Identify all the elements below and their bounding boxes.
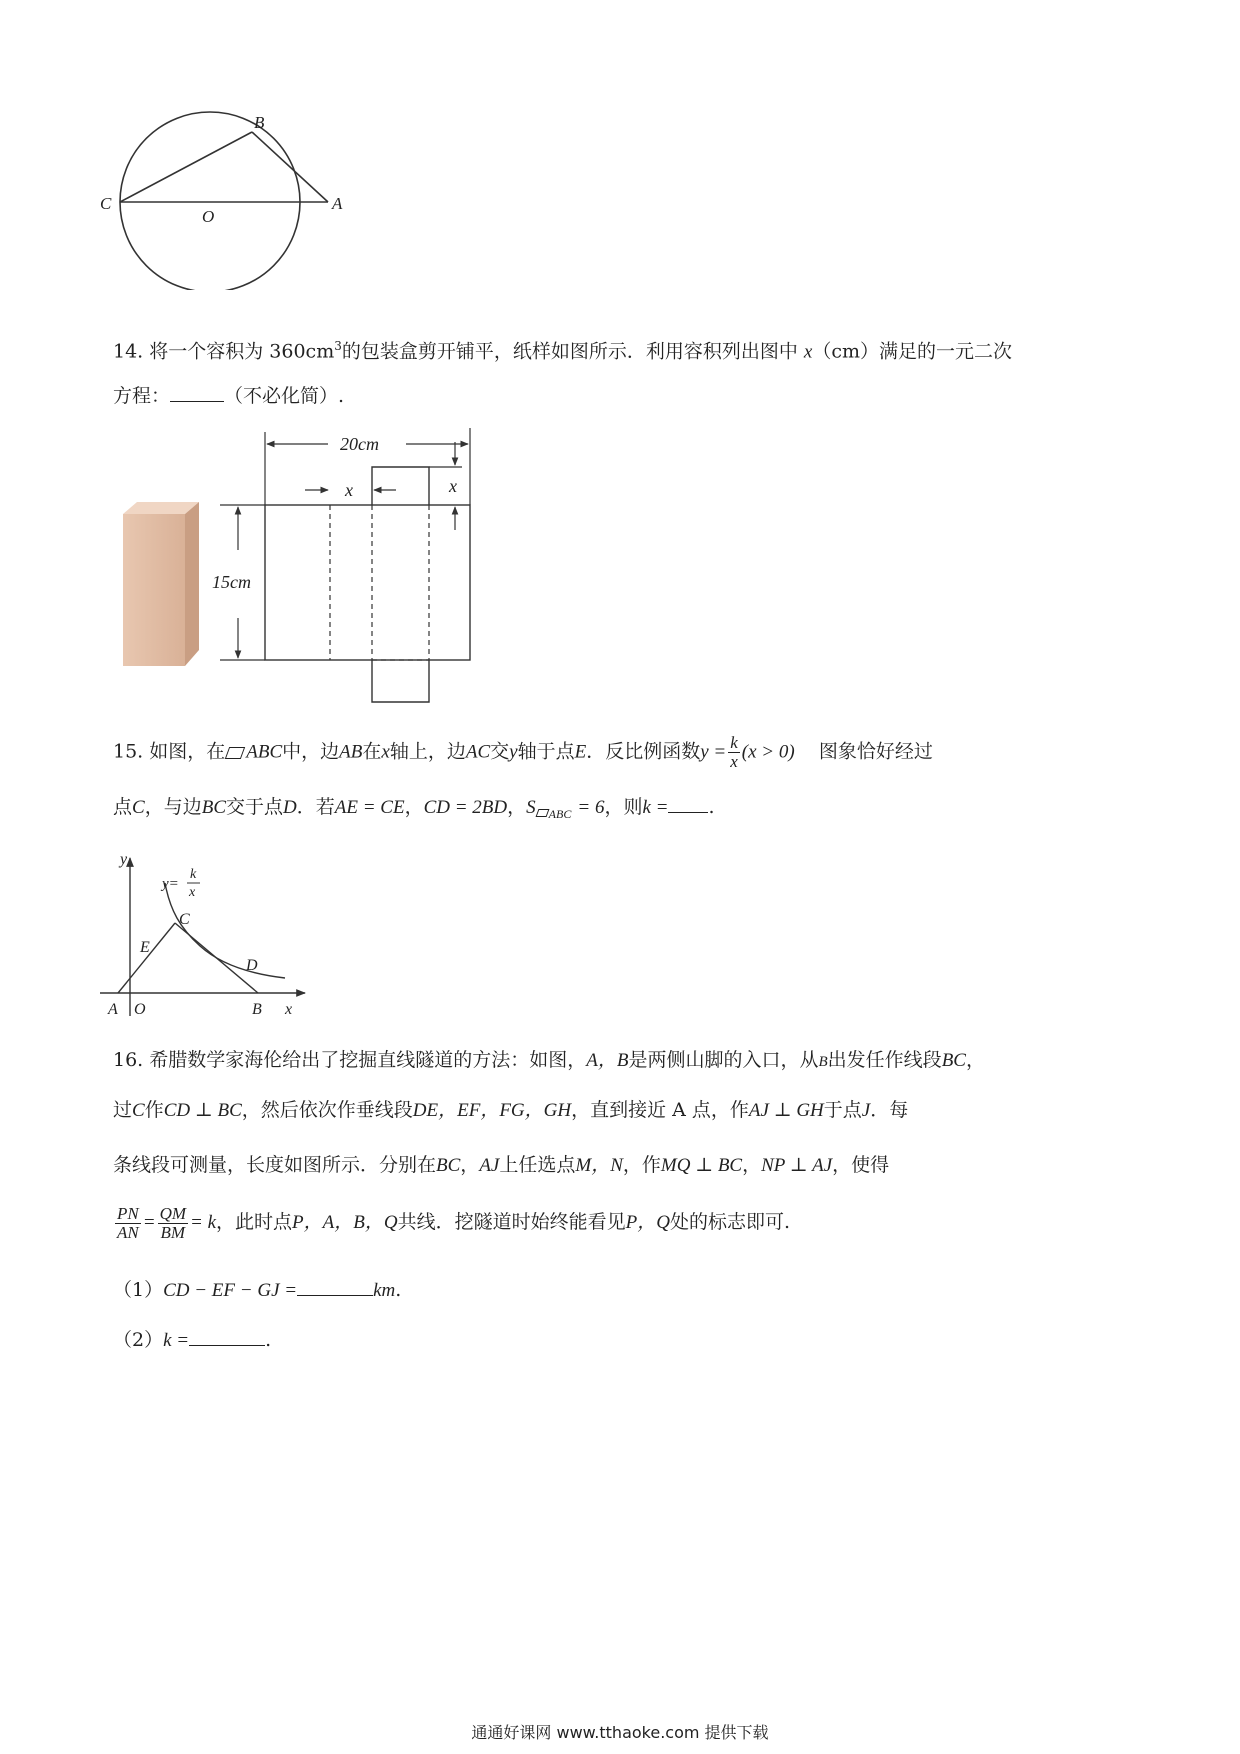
q16-j: J [861,1100,871,1121]
q15-t15: ，则 [604,796,643,818]
q15-t13: ， [404,796,424,818]
fig15-d: D [246,957,258,974]
q15-t3: 在 [362,740,382,763]
q16-t19: 处的标志即可. [669,1211,790,1233]
q14-var-x: x [803,341,813,363]
q16-t1: 16. 希腊数学家海伦给出了挖掘直线隧道的方法：如图， [113,1049,587,1071]
segment-cb [120,132,252,202]
q16-t15: ， [742,1154,762,1176]
fig15-c: C [179,911,190,928]
q16-sub2-num: （2） [113,1329,164,1351]
fig15-func-x: x [189,885,196,900]
figure-circle-tangent [100,110,360,290]
q16-b: B [818,1054,828,1070]
q15-d: D [283,797,297,818]
q15-t8: 图象恰好经过 [818,740,933,763]
fig15-o: O [134,1001,146,1018]
q14-answer-blank[interactable] [170,381,224,402]
q15-eq1: AE = CE [334,797,405,818]
q15-e: E [574,741,587,763]
q15-k: k = [642,797,669,818]
q15-func-cond: (x > 0) [741,741,795,763]
q15-t11: 交于点 [226,796,284,818]
q15-c: C [132,797,145,818]
q16-t3: 出发任作线段 [827,1049,942,1071]
q15-t2: 中，边 [282,740,340,763]
q15-t7: ．反比例函数 [586,740,701,763]
q15-abc: ABC [246,741,283,763]
fig15-func-k: k [190,867,197,882]
q16-bc2: BC [436,1155,461,1176]
q15-t6: 轴于点 [517,740,575,763]
q16-sub2-blank[interactable] [189,1325,265,1346]
q14-sup: 3 [334,339,342,353]
q15-t1: 15. 如图，在 [113,740,226,763]
q16-t8: ，直到接近 A 点，作 [571,1099,749,1121]
circle-o [120,112,300,290]
q14-text-a: 14. 将一个容积为 360cm [113,340,335,363]
q16-frac-qm-bm: $\frac{QM}{BM}$ [159,1203,187,1242]
q16-line4 [113,1200,790,1245]
label-x-vertical: x [449,476,457,496]
q16-c: C [132,1100,145,1121]
q15-s-sub: ABC [548,806,572,821]
footer-note: 通通好课网 www.tthaoke.com 提供下载 [471,1723,769,1742]
parallelogram-icon [225,747,245,759]
label-x-horizontal: x [345,480,353,500]
fig15-b: B [252,1001,262,1018]
q15-line2 [113,792,715,829]
q15-y: y [509,741,518,763]
label-15cm: 15cm [212,572,251,592]
q16-mn: M，N [575,1155,623,1176]
q16-segs: DE，EF，FG，GH [412,1100,572,1121]
q15-ac: AC [465,741,491,763]
q15-s-val: = 6 [577,797,605,818]
q14-line1 [113,331,1012,367]
fig15-func-y: y= [162,876,179,892]
q15-t16: . [708,796,715,818]
q15-func-y: y = [700,741,727,763]
q16-t17: ，此时点 [216,1211,293,1233]
box-3d [123,500,203,670]
q15-bc: BC [201,797,226,818]
q16-frac-pn-an: $\frac{PN}{AN}$ [117,1203,139,1242]
q14-text-c: （cm）满足的一元二次 [812,340,1013,363]
q15-t10: ，与边 [144,796,202,818]
q16-sub1-num: （1） [113,1279,164,1301]
segment-ba [252,132,328,202]
q16-eq: = [142,1212,156,1233]
fig15-y-axis: y [120,851,128,868]
q16-line3 [113,1150,889,1181]
q15-line1 [113,734,933,771]
q16-sub1 [113,1275,401,1306]
q16-t16: ，使得 [832,1154,890,1176]
q16-t9: 于点 [823,1099,862,1121]
q15-func-frac: $\frac{k}{x}$ [730,733,738,771]
q16-t18: 共线．挖隧道时始终能看见 [397,1211,626,1233]
q15-s: S [526,797,536,818]
q15-answer-blank[interactable] [668,792,708,813]
q16-t4: ， [965,1049,985,1071]
q16-perp1: CD ⊥ BC [163,1100,242,1121]
q16-t14: ，作 [622,1154,661,1176]
q16-line1 [113,1045,985,1077]
q15-x: x [381,741,390,763]
q16-t7: ，然后依次作垂线段 [241,1099,413,1121]
q15-eq2: CD = 2BD [423,797,508,818]
q16-k: = k [190,1212,217,1233]
label-b: B [254,113,265,132]
q14-text-d: 方程： [113,385,171,407]
q16-sub1-expr: CD − EF − GJ = [163,1280,298,1301]
q15-t5: 交 [490,740,510,763]
q16-sub1-end: . [395,1279,402,1301]
q14-text-b: 的包装盒剪开铺平，纸样如图所示．利用容积列出图中 [341,340,798,363]
q16-perp3: MQ ⊥ BC [660,1155,743,1176]
q16-sub2 [113,1325,271,1356]
q16-ab: A，B [586,1050,629,1071]
q16-sub1-unit: km [373,1280,396,1301]
q15-t12: ．若 [296,796,335,818]
q16-t12: ， [460,1154,480,1176]
figure-box-net [200,420,480,710]
q16-sub2-end: . [265,1329,272,1351]
fig15-a: A [108,1001,118,1018]
parallelogram-icon [535,809,549,817]
q16-t5: 过 [113,1099,133,1121]
figure-inverse-function [100,848,320,1020]
q14-text-e: （不必化简）. [224,385,345,407]
q14-line2 [113,381,344,411]
q15-ab: AB [339,741,363,763]
fig15-x-axis: x [285,1001,293,1018]
q16-pts: P，A，B，Q [292,1212,398,1233]
label-o: O [202,207,215,226]
q16-t2: 是两侧山脚的入口，从 [628,1049,819,1071]
q16-sub2-expr: k = [163,1330,190,1351]
q15-t9: 点 [113,796,133,818]
q15-t14: ， [507,796,527,818]
label-a: A [332,194,343,213]
fig15-e: E [140,939,150,956]
q16-t6: 作 [144,1099,164,1121]
q16-pq: P，Q [625,1212,670,1233]
q16-line2 [113,1095,908,1126]
q16-t10: ．每 [870,1099,909,1121]
q16-aj: AJ [479,1155,500,1176]
q16-perp4: NP ⊥ AJ [761,1155,833,1176]
q16-perp2: AJ ⊥ GH [748,1100,824,1121]
q16-bc: BC [941,1050,966,1071]
label-20cm: 20cm [340,434,379,454]
label-c: C [100,194,112,213]
q16-t13: 上任选点 [499,1154,576,1176]
q16-t11: 条线段可测量，长度如图所示．分别在 [113,1154,437,1176]
q16-sub1-blank[interactable] [297,1275,373,1296]
q15-t4: 轴上，边 [389,740,466,763]
